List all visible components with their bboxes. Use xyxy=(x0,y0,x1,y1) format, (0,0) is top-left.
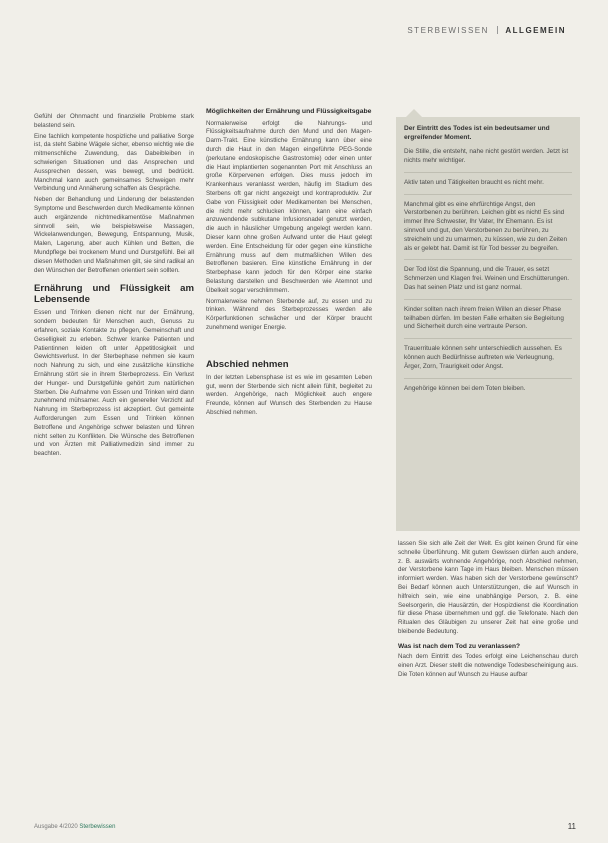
column-right xyxy=(398,540,578,682)
footer-publication xyxy=(34,824,115,830)
header-divider xyxy=(497,26,498,34)
footer-issue: Ausgabe 4/2020 xyxy=(34,824,78,830)
info-box-item: Angehörige können bei dem Toten bleiben. xyxy=(404,378,572,400)
col2-paragraph-3: In der letzten Lebensphase ist es wie im gesamten Leben gut, wenn der Sterbende sich nicht allein fühlt, begleitet zu werden. Angehörige, nach Möglichkeit auch engere Freunde, können auf Wunsch des Sterbenden zu Hause Abschied nehmen. xyxy=(206,373,372,416)
col1-paragraph-2: Eine fachlich kompetente hospizliche und palliative Sorge ist, da steht Sabine Wägele sicher, ebenso wichtig wie die mitmenschliche Zuwendung, das Dabeibleiben in schwierigen Situationen und das Ansprechen und Aussprechen dessen, was bewegt, und bedrückt. Manchmal kann auch gemeinsames Schweigen mehr Verbindung und Annäherung schaffen als Gespräche. xyxy=(34,132,194,193)
running-header xyxy=(407,26,566,35)
section-heading-nutrition: Ernährung und Flüssigkeit am Lebensende xyxy=(34,283,194,306)
header-category: ALLGEMEIN xyxy=(505,26,566,35)
info-box-pointer xyxy=(406,109,422,117)
info-box-item: Aktiv taten und Tätigkeiten braucht es nicht mehr. xyxy=(404,172,572,194)
subheading-nutrition-options: Möglichkeiten der Ernährung und Flüssigkeitsgabe xyxy=(206,108,372,115)
subheading-after-death: Was ist nach dem Tod zu veranlassen? xyxy=(398,642,521,650)
col3-paragraph-1: lassen Sie sich alle Zeit der Welt. Es gibt keinen Grund für eine schnelle Überführung. Mit gutem Gewissen dürfen auch andere, z. B. auswärts wohnende Angehörige, noch Abschied nehmen, der Verstorbene kann Tage im Haus bleiben. Menschen müssen informiert werden. Was haben sich der Verstorbene gewünscht? Bei Bedarf können auch Unterstützungen, die auf Wunsch in hilfreich sein, wie eine unabhängige Person, z. B. eine Seelsorgerin, die Hausärztin, der Hospizdienst die Koordination für diese Phase übernehmen und ggf. die Telefonate. Nach den Ritualen des Gläubigen zu unserer Zeit hat eine große und bleibende Bedeutung. xyxy=(398,540,578,635)
col2-paragraph-1: Normalerweise erfolgt die Nahrungs- und Flüssigkeitsaufnahme durch den Mund und den Magen-Darm-Trakt. Eine künstliche Ernährung kann über eine durch die Haut in den Magen eingeführte PEG-Sonde (perkutane endoskopische Gastrostomie) oder einen unter die Haut implantierten sogenannten Port mit Anschluss an große Körpervenen erfolgen. Dies muss jedoch im Krankenhaus veranlasst werden, häufig im Stadium des Sterbens oft gar nicht angezeigt und kontraproduktiv. Zur Gabe von Flüssigkeit oder Medikamenten bei Menschen, die nicht mehr schlucken können, kann eine einfach anzuwendende subkutane Infusionsnadel genutzt werden, die auch in häuslicher Umgebung angelegt werden kann. Dieser kann ohne großen Aufwand unter die Haut gelegt werden. Eine Entscheidung für oder gegen eine künstliche Ernährung muss auf dem mutmaßlichen Willen des Betroffenen basieren. Eine künstliche Ernährung in der Sterbephase kann jedoch für den Körper eine starke Belastung darstellen und Beschwerden wie Atemnot und Übelkeit sogar verschlimmern. xyxy=(206,119,372,294)
column-left xyxy=(34,113,194,461)
section-heading-farewell: Abschied nehmen xyxy=(206,358,289,370)
col3-paragraph-2: Nach dem Eintritt des Todes erfolgt eine Leichenschau durch einen Arzt. Dieser stellt die notwendige Todesbescheinigung aus. Die Toten können auf Wunsch zu Hause aufbar xyxy=(398,653,578,678)
page-number: 11 xyxy=(567,822,576,831)
info-box-item: Trauerrituale können sehr unterschiedlich aussehen. Es können auch Bedürfnisse auftreten wie Verleugnung, Ärger, Zorn, Traurigkeit oder Angst. xyxy=(404,338,572,377)
info-box xyxy=(396,117,580,531)
col1-paragraph-1: Gefühl der Ohnmacht und finanzielle Probleme stark belastend sein. xyxy=(34,113,194,129)
info-box-item: Manchmal gibt es eine ehrfürchtige Angst, den Verstorbenen zu berühren. Leichen gibt es nicht! Es sind immer Ihre Schwester, Ihr Vater, Ihr Ehemann. Es ist sinnvoll und gut, den Verstorbenen zu berühren, zu streicheln und zu umarmen, zu küssen, wie zu den Zeiten als er gelebt hat. Damit ist für Tod besser zu begreifen. xyxy=(404,194,572,260)
info-box-item: Der Tod löst die Spannung, und die Trauer, es setzt Schmerzen und Klagen frei. Weinen und Erschütterungen. Das hat seinen Platz und ist ganz normal. xyxy=(404,259,572,298)
info-box-item: Kinder sollten nach ihrem freien Willen an dieser Phase teilhaben dürfen. Im besten Falle erhalten sie Begleitung und Sicherheit durch eine vertraute Person. xyxy=(404,299,572,338)
col1-paragraph-4: Essen und Trinken dienen nicht nur der Ernährung, sondern bedeuten für Menschen auch, Genuss zu erfahren, soziale Kontakte zu pflegen, Gemeinschaft und Geselligkeit zu erleben. Schwer kranke Patienten und Patientinnen leiden oft unter Appetitlosigkeit und Gewichtsverlust. In der Sterbephase nehmen sie kaum noch Nahrung zu sich, und eine zusätzliche künstliche Ernährung stört sie in ihrem Sterbeprozess. Ein Verlust der Hunger- und Durstgefühle gehört zum natürlichen Sterben. Die Aufnahme von Essen und Trinken wird dann zunehmend mühsamer. Auch ein genereller Verzicht auf Nahrung im Sterbeprozess ist akzeptiert. Gut gemeinte Aufforderungen zum Essen und Trinken können Betroffene und Angehörige schwer belasten und führen nicht selten zu Konflikten. Die Wünsche des Betroffenen und von Ärzten mit Palliativmedizin sind immer zu beachten. xyxy=(34,309,194,458)
column-middle xyxy=(206,108,372,420)
info-box-item: Die Stille, die entsteht, nahe nicht gestört werden. Jetzt ist nichts mehr wichtiger. xyxy=(404,148,569,164)
col2-paragraph-2: Normalerweise nehmen Sterbende auf, zu essen und zu trinken. Während des Sterbeprozesses werden alle Körperfunktionen schwächer und der Körper braucht zunehmend weniger Energie. xyxy=(206,297,372,331)
footer-magazine: Sterbewissen xyxy=(79,824,116,830)
col1-paragraph-3: Neben der Behandlung und Linderung der belastenden Symptome und Beschwerden durch Medikamente können auch ergänzende nichtmedikamentöse Maßnahmen sinnvoll sein, wie beispielsweise Massagen, Wickelanwendungen, Bewegung, Entspannung, Musik, Malen, Lagerung, aber auch Kühlen und Betten, die Mundpflege bei trockenem Mund und Durstgefühl. Bei all diesen Methoden und Maßnahmen gilt, sie sind radikal an den Wünschen der Betroffenen orientiert sein sollten. xyxy=(34,196,194,274)
info-box-lead: Der Eintritt des Todes ist ein bedeutsamer und ergreifender Moment. xyxy=(404,125,550,141)
header-section: STERBEWISSEN xyxy=(407,26,489,35)
